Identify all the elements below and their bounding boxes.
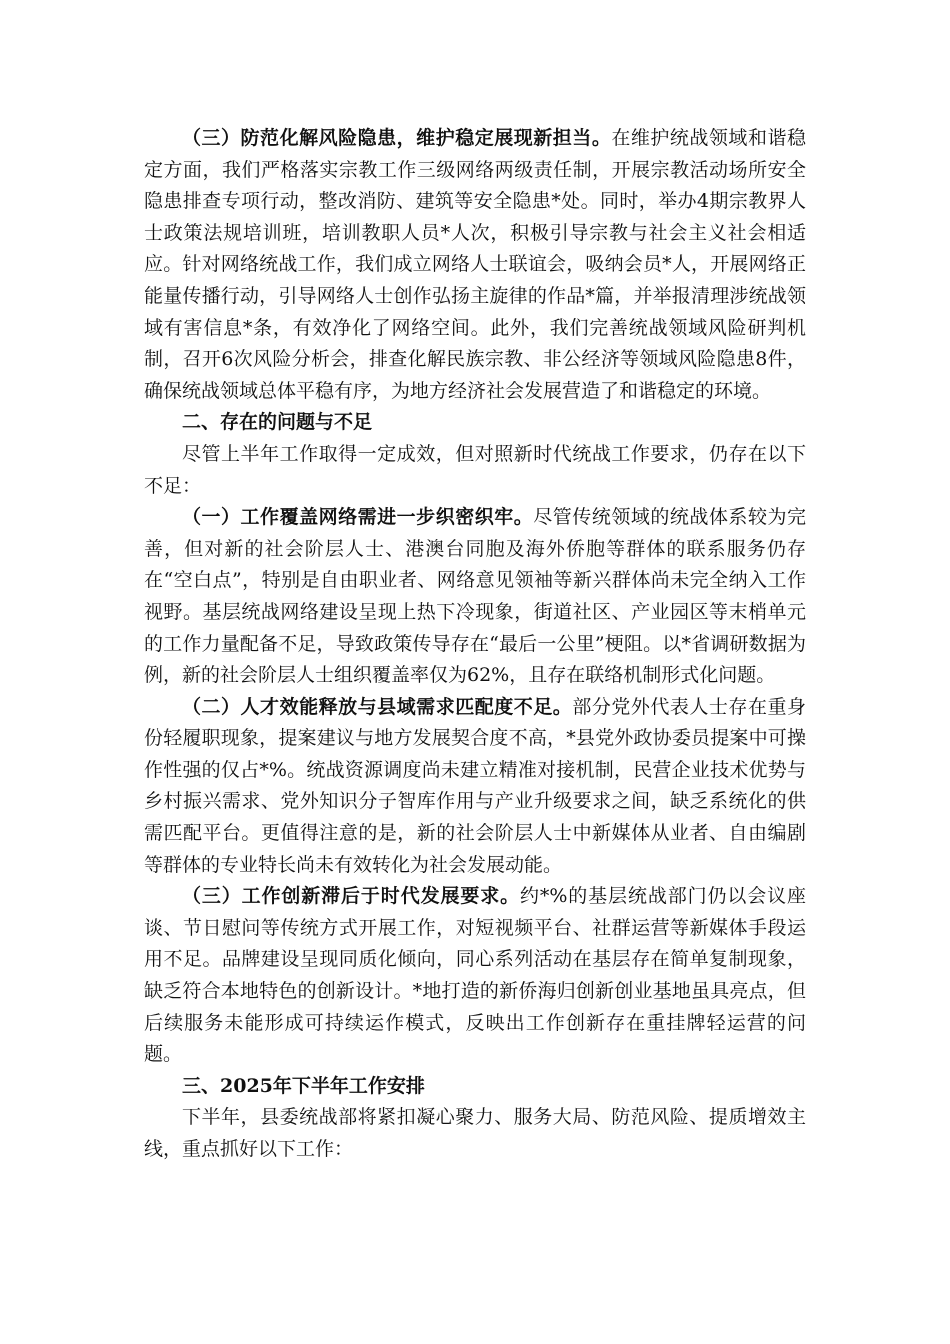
document-body <box>144 123 806 1166</box>
paragraph-lead: （一）工作覆盖网络需进一步织密织牢。 <box>182 506 534 529</box>
paragraph-text: 部分党外代表人士存在重身份轻履职现象，提案建议与地方发展契合度不高，*县党外政协委员提案中可操作性强的仅占*%。统战资源调度尚未建立精准对接机制，民营企业技术优势与乡村振兴需求、党外知识分子智库作用与产业升级要求之间，缺乏系统化的供需匹配平台。更值得注意的是，新的社会阶层人士中新媒体从业者、自由编剧等群体的专业特长尚未有效转化为社会发展动能。 <box>144 695 806 876</box>
paragraph-lead: （三）工作创新滞后于时代发展要求。 <box>182 885 520 908</box>
paragraph-problems-intro: 尽管上半年工作取得一定成效，但对照新时代统战工作要求，仍存在以下不足： <box>144 442 806 497</box>
paragraph-innovation-lag <box>144 881 806 1071</box>
paragraph-risk-prevention <box>144 123 806 407</box>
paragraph-text: 在维护统战领域和谐稳定方面，我们严格落实宗教工作三级网络两级责任制，开展宗教活动场所安全隐患排查专项行动，整改消防、建筑等安全隐患*处。同时，举办4期宗教界人士政策法规培训班，培训教职人员*人次，积极引导宗教与社会主义社会相适应。针对网络统战工作，我们成立网络人士联谊会，吸纳会员*人，开展网络正能量传播行动，引导网络人士创作弘扬主旋律的作品*篇，并举报清理涉统战领域有害信息*条，有效净化了网络空间。此外，我们完善统战领域风险研判机制，召开6次风险分析会，排查化解民族宗教、非公经济等领域风险隐患8件，确保统战领域总体平稳有序，为地方经济社会发展营造了和谐稳定的环境。 <box>144 127 806 402</box>
paragraph-talent-efficiency <box>144 692 806 882</box>
paragraph-lead: （三）防范化解风险隐患，维护稳定展现新担当。 <box>182 127 612 149</box>
section-heading-plan: 三、2025年下半年工作安排 <box>182 1074 425 1097</box>
paragraph-coverage-network <box>144 502 806 692</box>
paragraph-lead: （二）人才效能释放与县域需求匹配度不足。 <box>182 695 573 718</box>
section-heading-problems: 二、存在的问题与不足 <box>182 411 373 434</box>
paragraph-text: 尽管传统领域的统战体系较为完善，但对新的社会阶层人士、港澳台同胞及海外侨胞等群体的联系服务仍存在“空白点”，特别是自由职业者、网络意见领袖等新兴群体尚未完全纳入工作视野。基层统战网络建设呈现上热下冷现象，街道社区、产业园区等末梢单元的工作力量配备不足，导致政策传导存在“最后一公里”梗阻。以*省调研数据为例，新的社会阶层人士组织覆盖率仅为62%，且存在联络机制形式化问题。 <box>144 506 806 687</box>
paragraph-text: 约*%的基层统战部门仍以会议座谈、节日慰问等传统方式开展工作，对短视频平台、社群运营等新媒体手段运用不足。品牌建设呈现同质化倾向，同心系列活动在基层存在简单复制现象，缺乏符合本地特色的创新设计。*地打造的新侨海归创新创业基地虽具亮点，但后续服务未能形成可持续运作模式，反映出工作创新存在重挂牌轻运营的问题。 <box>144 885 806 1066</box>
paragraph-plan-intro: 下半年，县委统战部将紧扣凝心聚力、服务大局、防范风险、提质增效主线，重点抓好以下工作： <box>144 1106 806 1160</box>
